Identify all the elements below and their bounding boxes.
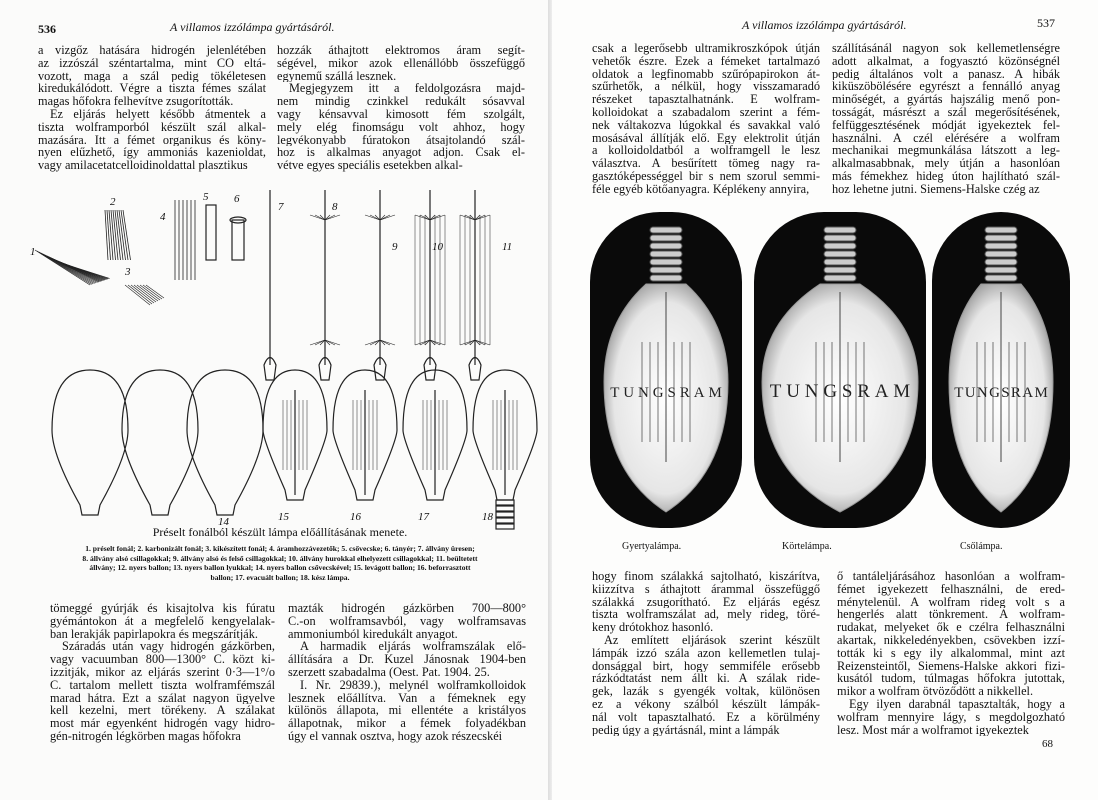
text-line: kolloidokat a szabadalom szerint a fém-	[592, 105, 820, 119]
text-line: izzitják, mikor az eljárás szerint 0·3—1°/o	[50, 665, 275, 679]
text-column	[50, 602, 275, 743]
text-line: most már egyenként hidrogén vagy hidro-	[50, 717, 275, 730]
legend-line: ballon; 17. evacuált ballon; 18. kész lámpa.	[210, 572, 350, 582]
lamp-photo	[590, 212, 742, 528]
filament-stroke	[128, 285, 152, 304]
text-column	[288, 602, 526, 743]
text-line: hengerlés alatt tönkrement. A wolfram-	[837, 608, 1065, 622]
glass-plate	[232, 220, 244, 260]
text-line: Reizensteintől, Siemens-Halske akkori fizi-	[837, 659, 1065, 673]
text-line: nem mindig czinkkel redukált sósavval	[277, 95, 525, 108]
lamp-caption: Gyertyalámpa.	[622, 541, 682, 552]
figure-label: 15	[278, 511, 289, 523]
text-line: mikor a wolfram ötvöződött a nikkellel.	[837, 685, 1034, 698]
text-line: nek váltakozva lúgokkal és savakkal való	[592, 118, 820, 132]
text-line: nyen elűzhető, így ammoniás kazenioldat,	[38, 146, 266, 160]
text-line: keny drótokhoz hasonló.	[592, 621, 714, 634]
filament-stroke	[137, 285, 158, 301]
text-line: C. tartalom mellett tiszta wolframfémszál	[50, 678, 275, 692]
text-line: szállításánál nagyon sok kellemetlenségre	[832, 42, 1060, 55]
text-line: szerzett szabadalma (Oest. Pat. 1904. 25.	[288, 665, 490, 679]
text-line: lámpák izzó szála azon kellemetlen tulaj-	[592, 646, 820, 660]
text-line: állapotnak, mikor a fémek folyadékban	[288, 717, 526, 730]
text-line: szűrhetők, a nélkül, hogy visszamaradó	[592, 80, 820, 94]
lamp-caption: Körtelámpa.	[782, 541, 832, 552]
text-line: különös állapota, mi ellentéte a kristályos	[288, 704, 526, 718]
text-line: oldatok a legfinomabb szűrópapirokon át-	[592, 67, 820, 81]
figure-label: 6	[234, 193, 240, 205]
text-line: donsággal birt, hogy semmiféle erősebb	[592, 659, 820, 673]
tungsram-logo: TUNGSRAM	[769, 381, 911, 402]
text-column	[38, 44, 266, 172]
text-line: vagy vacuumban 800—1300° C. közt ki-	[50, 653, 275, 666]
text-column	[832, 42, 1060, 196]
text-line: marad hátra. Ezt a szálat nagyon ügyelve	[50, 691, 275, 705]
text-line: Az említett eljárások szerint készült	[604, 633, 820, 647]
glass-tube	[206, 205, 216, 260]
text-line: használni. A czél elérésére a wolfram	[832, 131, 1060, 145]
lamp-manufacturing-figure	[20, 180, 540, 530]
figure-caption: Préselt fonálból készült lámpa előállításának menete.	[152, 525, 408, 539]
text-line: a kolloidoldatból a wolframgell le lesz	[592, 144, 820, 158]
filament-stroke	[131, 285, 154, 303]
text-column	[592, 570, 820, 736]
text-line: felfüggesztésének módját igyekeztek fel-	[832, 118, 1060, 132]
text-line: mechanikai megmunkálása látszott a leg-	[832, 144, 1060, 158]
text-line: Egy ilyen darabnál tapasztalták, hogy a	[849, 697, 1065, 711]
filament-stroke	[111, 210, 116, 260]
text-line: adott alkalmat, a fogyasztó közönségnél	[832, 54, 1060, 68]
text-line: kiküszöbölésére egyrészt a fennálló anyag	[832, 80, 1060, 94]
running-head: A villamos izzólámpa gyártásáról.	[742, 18, 907, 32]
tungsram-logo: TUNGSRAM	[954, 385, 1048, 401]
text-line: hogy finom szálakká sajtolható, kiszárítva,	[592, 570, 820, 583]
text-line: más fémekhez hideg úton hajlítható szál-	[832, 169, 1060, 183]
figure-label: 5	[203, 191, 209, 203]
figure-label: 14	[218, 516, 229, 528]
figure-legend	[20, 544, 540, 582]
running-head: A villamos izzólámpa gyártásáról.	[170, 20, 335, 34]
text-line: nál volt tapasztalható. Ez a körülmény	[592, 710, 820, 724]
page-number: 537	[1037, 16, 1055, 30]
text-line: mely elég finomságu volt ahhoz, hogy	[277, 120, 525, 134]
text-line: magas hőfokra felhevítve zsugorították.	[38, 95, 234, 108]
text-line: akartak, nikkeledényekben, csövekben izzí-	[837, 633, 1065, 647]
text-line: ménytelenül. A wolfram rideg volt s a	[837, 595, 1065, 609]
figure-label: 7	[278, 201, 284, 213]
text-column	[277, 44, 525, 172]
text-line: tiszta wolframszálat ad, mely rideg, töré-	[592, 608, 820, 622]
text-line: gyémántokon át a megfelelő kengyelalak-	[50, 614, 275, 628]
figure-label: 16	[350, 511, 361, 523]
text-line: ségével, mikor azok ellenállóbb összefüggő	[277, 56, 525, 70]
text-line: tömeggé gyúrják és kisajtolva kis fúratu	[50, 602, 275, 615]
glass-bulb	[187, 370, 263, 515]
text-line: az izzószál széntartalma, mint CO eltá-	[38, 56, 266, 70]
lamp-caption: Csőlámpa.	[960, 541, 1003, 552]
text-line: mazták hidrogén gázkörben 700—800°	[288, 602, 526, 615]
text-line: legvékonyabb fúratokon átsajtolandó szál-	[277, 133, 525, 147]
lamp-photo	[754, 212, 926, 528]
figure-label: 2	[110, 196, 116, 208]
text-line: Száradás után vagy hidrogén gázkörben,	[62, 640, 275, 654]
text-line: kiizzítva s áthajtott árammal összefüggő	[592, 582, 820, 596]
lamp-base	[496, 518, 514, 523]
text-line: wolfram mennyire lágy, s megdolgozható	[837, 710, 1065, 724]
text-line: vétve egyes speciális esetekben alkal-	[277, 159, 463, 172]
text-line: tosságát, másrészt a szál megerősítésének,	[832, 105, 1060, 119]
text-line: lesz. Most már a wolframot igyekeztek	[837, 723, 1029, 737]
text-line: mosásával állítják elő. Egy elektrolit útján	[592, 131, 820, 145]
signature-mark: 68	[1042, 738, 1053, 750]
text-line: úgy el vannak osztva, hogy azok részecskéi	[288, 729, 503, 743]
text-line: gén-nitrogén légkörben magas hőfokra	[50, 729, 241, 743]
text-line: ban lerakják papirlapokra és megszárítják.	[50, 627, 258, 641]
page-number: 536	[38, 22, 56, 36]
text-line: ez a vékony szálból készült lámpák-	[592, 697, 820, 711]
legend-line: 8. állvány alsó csillagokkal; 9. állvány alsó és felső csillagokkal; 10. állvány hurokkal elhelyezett csillagokkal; 11. beültetett	[82, 553, 478, 563]
tungsram-logo: TUNGSRAM	[610, 385, 722, 401]
text-line: rázkódtatást nem állt ki. A szálak ride-	[592, 672, 820, 686]
text-line: kell kezelni, mert törékeny. A szálakat	[50, 704, 275, 718]
text-line: lesznek előállítva. Van a fémeknek egy	[288, 691, 526, 705]
text-line: kiredukálódott. Végre a tiszta fémes szálat	[38, 82, 266, 96]
text-line: hoz is alkalmas anyagot adjon. Csak el-	[277, 146, 525, 160]
text-line: kusától tudom, túlmagas hőfokra jutottak,	[837, 672, 1065, 686]
figure-label: 1	[30, 246, 36, 258]
text-line: a vizgőz hatására hidrogén jelenlétében	[38, 44, 266, 57]
text-line: tották ki s egy ily alkalommal, mint azt	[837, 646, 1065, 660]
text-line: I. Nr. 29839.), melynél wolframkolloidok	[300, 678, 526, 692]
text-line: hozzák áthajtott elektromos áram segít-	[277, 44, 525, 57]
text-line: gek, lazák s gyengék voltak, különösen	[592, 685, 820, 698]
text-line: Ez eljárás helyett később átmentek a	[50, 107, 266, 121]
filament-stroke	[140, 285, 160, 300]
text-line: alkalmasabbnak, mely útján a hasonlóan	[832, 157, 1060, 170]
text-line: hoz lehetne jutni. Siemens-Halske czég az	[832, 182, 1040, 196]
text-line: A harmadik eljárás wolframszálak elő-	[300, 640, 526, 654]
text-line: Megjegyzem itt a feldolgozásra majd-	[289, 82, 525, 96]
light-bulb-icon	[932, 212, 1070, 528]
text-line: gasztóképességgel bir s nem szorul semmi-	[592, 169, 820, 183]
text-line: mazására. Itt a fémet organikus és köny-	[38, 133, 266, 147]
text-line: tiszta wolframporból készült szál alkal-	[38, 120, 266, 134]
lamp-base	[496, 512, 514, 517]
figure-label: 18	[482, 511, 493, 523]
right-page	[552, 0, 1098, 800]
text-line: pedig úgy a gyártásnál, mint a lámpák	[592, 723, 780, 737]
text-line: egynemű szállá lesznek.	[277, 69, 397, 83]
text-line: minőségét, a gyártás hajszálig menő pon-	[832, 93, 1060, 106]
text-line: fémet igyekezett felhasználni, de ered-	[837, 582, 1065, 596]
text-line: ő tantáleljárásához hasonlóan a wolfram-	[837, 570, 1065, 583]
text-line: állítására a Dr. Kuzel Jánosnak 1904-ben	[288, 653, 526, 666]
text-column	[837, 570, 1065, 736]
text-line: rudakat, melyeket ők e czélra felhasználni	[837, 621, 1065, 634]
light-bulb-icon	[754, 212, 926, 528]
text-line: részeket tapasztalhatnánk. E wolfram-	[592, 93, 820, 106]
text-line: vagy kénsavval kimosott fém szolgált,	[277, 107, 525, 121]
figure-label: 9	[392, 241, 398, 253]
text-line: választva. A besűrített tömeg nagy ra-	[592, 157, 820, 170]
text-line: vehetők észre. Ezek a fémeket tartalmazó	[592, 54, 820, 68]
figure-label: 10	[432, 241, 443, 253]
text-line: szálakká zsugorítható. Ez eljárás egész	[592, 595, 820, 609]
lamp-photo	[932, 212, 1070, 528]
text-column	[592, 42, 820, 196]
text-line: pedig általános volt a panasz. A hibák	[832, 67, 1060, 81]
glass-bulb	[122, 370, 198, 515]
text-line: ammoniumból kiredukált anyagot.	[288, 627, 458, 641]
text-line: C.-on wolframsavból, vagy wolframsavas	[288, 614, 526, 628]
light-bulb-icon	[590, 212, 742, 528]
lamp-base	[496, 500, 514, 505]
text-line: vozott, maga a szál pedig tökéletesen	[38, 69, 266, 83]
figure-label: 11	[502, 241, 513, 253]
glass-bulb	[52, 370, 128, 515]
legend-line: 1. préselt fonál; 2. karbonizált fonál; 3. kikészített fonál; 4. áramhozzávezetők; 5. csővecske; 6. tányér; 7. állvány üresen;	[85, 544, 475, 553]
text-line: vagy amilacetatcelloidinoldattal plasztikus	[38, 159, 248, 172]
figure-label: 3	[125, 266, 131, 278]
filament-stroke	[134, 285, 156, 302]
figure-label: 17	[418, 511, 429, 523]
legend-line: állvány; 12. nyers ballon; 13. nyers ballon lyukkal; 14. nyers ballon csővecskével; 15. levágott ballon; 16. beforrasztott	[89, 563, 471, 572]
lamp-base	[496, 506, 514, 511]
text-line: féle egyéb kötőanyagra. Képlékeny annyira,	[592, 182, 810, 196]
text-line: csak a legerősebb ultramikroszkópok útján	[592, 42, 820, 55]
figure-label: 8	[332, 201, 338, 213]
figure-label: 4	[160, 211, 166, 223]
